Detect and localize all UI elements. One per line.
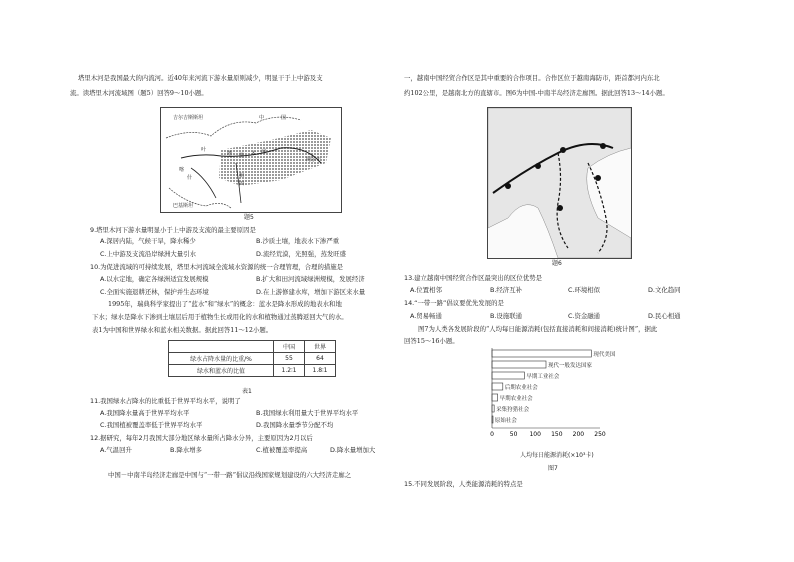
q11-option-b: B.我国绿水利用量大于世界平均水平 xyxy=(256,409,359,417)
q11-option-d: D.我国降水量季节分配不均 xyxy=(256,421,334,429)
chart-bar-label: 采集狩猎社会 xyxy=(496,407,530,413)
map6-caption: 题6 xyxy=(552,260,562,267)
q10-option-a: A.以水定地，确定各绿洲适宜发展规模 xyxy=(100,275,209,283)
q12-option-a: A.气温回升 xyxy=(100,446,132,454)
chart-bar xyxy=(492,372,524,379)
q9-option-b: B.沙质土壤，地表水下渗严重 xyxy=(256,237,340,245)
q15-stem: 15.不同发展阶段，人类能源消耗的特点是 xyxy=(404,480,523,488)
right-intro-line-2: 约102公里，是越南北方的直辖市。图6为中国-中南半岛经济走廊图。据此回答13～14小题。 xyxy=(404,89,669,97)
table-cell: 64 xyxy=(305,353,336,365)
para-line-2: 下水；绿水是降水下渗到土壤层后用于植物生长或用化的水和植物通过蒸腾返回大气的水。 xyxy=(92,313,348,321)
chart-xlabel: 人均每日能源消耗(×10³卡) xyxy=(520,452,594,459)
q10-option-b: B.扩大和田河流域绿洲规模，发展经济 xyxy=(256,275,365,283)
table-1-caption: 表1 xyxy=(242,388,252,395)
energy-consumption-chart xyxy=(480,346,640,451)
chart-bar xyxy=(492,394,498,401)
map5-label-kyrgyz: 吉尔吉斯斯坦 xyxy=(173,115,204,121)
chart-bar-label: 原始社会 xyxy=(494,418,517,424)
intro-line-1: 塔里木河是我国最大的内流河。近40年来河流下游水量原则减少，明显干于上中游及支 xyxy=(78,74,323,82)
q10-option-c: C.全面实施退耕还林，保护并生态环境 xyxy=(100,288,209,296)
china-indochina-corridor-map xyxy=(487,107,632,259)
right-para-line-2: 回答15～16小题。 xyxy=(404,337,459,345)
q12-option-d: D.降水量增加大 xyxy=(330,446,376,454)
table-cell: 1.2∶1 xyxy=(274,365,305,377)
table-header-china: 中国 xyxy=(274,341,305,353)
q14-option-b: B.设施联通 xyxy=(490,312,522,320)
map5-label-ka: 喀 xyxy=(179,167,185,173)
chart-tick-label: 100 xyxy=(529,431,541,438)
q14-option-a: A.贸易畅通 xyxy=(410,312,442,320)
chart-bar-label: 早期工业社会 xyxy=(526,374,560,380)
chart-tick-label: 50 xyxy=(509,431,518,438)
chart-bar xyxy=(492,350,591,357)
map5-label-mu: 木 xyxy=(251,151,257,157)
q10-stem: 10.为促进流域的可持续发展，塔里木河流域全流域水资源的统一合理管理，合理的措施是 xyxy=(90,263,344,271)
q9-option-d: D.流经荒漠，光照强，蒸发旺盛 xyxy=(256,250,347,258)
map5-label-hetian-1: 和 xyxy=(239,173,245,179)
q12-stem: 12.据研究，每年2月我国大部分地区绿水量所占降水分异，主要原因为2月以后 xyxy=(90,434,313,442)
q11-option-a: A.我国降水量高于世界平均水平 xyxy=(100,409,190,417)
chart-tick-label: 200 xyxy=(572,431,585,438)
q13-option-a: A.位置相邻 xyxy=(410,286,442,294)
map5-label-li: 里 xyxy=(239,153,245,159)
chart-bars xyxy=(492,350,616,424)
q9-stem: 9.塔里木河下游水量明显小于上中游及支流的最主要原因是 xyxy=(90,226,256,234)
right-para-line-1: 图7为人类各发展阶段的“人均每日能源消耗(包括直接消耗和间接消耗)统计图”，据此 xyxy=(418,325,658,333)
para-line-1: 1995年，瑞典科学家提出了“蓝水”和“绿水”的概念：蓝水是降水形成的地表水和地 xyxy=(108,300,342,308)
table-cell: 绿水和蓝水的比值 xyxy=(169,365,274,377)
right-intro-line-1: 一，越南中国经贸合作区是其中重要的合作项目。合作区位于越南海防市，距首都河内东北 xyxy=(404,74,660,82)
map5-label-he: 河 xyxy=(261,149,267,155)
table-cell: 55 xyxy=(274,353,305,365)
q9-option-a: A.深居内陆，气候干旱，降水稀少 xyxy=(100,237,196,245)
map5-label-ye: 叶 xyxy=(201,147,207,153)
q13-option-b: B.经济互补 xyxy=(490,286,522,294)
q14-stem: 14.“一带一路”倡议要优先发展的是 xyxy=(404,299,504,307)
q13-option-d: D.文化趋同 xyxy=(648,286,681,294)
corridor-map-svg xyxy=(488,108,631,258)
q11-option-c: C.我国植被覆盖率低于世界平均水平 xyxy=(100,421,203,429)
chart-bar-label: 早期农业社会 xyxy=(499,396,533,402)
map5-caption: 题5 xyxy=(244,214,254,221)
map5-label-guo: 国 xyxy=(281,115,287,121)
map5-label-pakistan: 巴基斯坦 xyxy=(173,203,194,209)
chart-bar xyxy=(492,361,546,368)
table-1 xyxy=(168,340,336,377)
table-header-row xyxy=(169,341,336,353)
map5-label-hetian-2: 田 xyxy=(239,181,245,187)
map5-label-zhong: 中 xyxy=(259,115,265,121)
chart-bar xyxy=(492,405,494,412)
q10-option-d: D.在上游修建水库，增加下游区来水量 xyxy=(256,288,366,296)
chart-bar-label: 现代一般发达国家 xyxy=(548,363,593,369)
chart-tick-label: 150 xyxy=(551,431,563,438)
q12-option-b: B.降水增多 xyxy=(170,446,202,454)
q14-option-c: C.资金融通 xyxy=(568,312,601,320)
intro-line-2: 流。读塔里木河流域图（题5）回答9～10小题。 xyxy=(70,89,208,97)
table-header-world: 世界 xyxy=(305,341,336,353)
q13-stem: 13.建立越南中国经贸合作区最突出的区位优势是 xyxy=(404,274,542,282)
para-line-3: 表1为中国和世界绿水和蓝水相关数据。据此回答11～12小题。 xyxy=(92,326,273,334)
table-cell: 1.8∶1 xyxy=(305,365,336,377)
q11-stem: 11.我国绿水占降水的比重低于世界平均水平，说明了 xyxy=(90,397,241,405)
table-header-blank xyxy=(169,341,274,353)
chart-tick-label: 0 xyxy=(490,431,494,438)
chart-bar-label: 后期农业社会 xyxy=(504,385,538,391)
bottom-line: 中国－中南半岛经济走廊是中国与“一带一路”倡议沿线国家规划建设的六大经济走廊之 xyxy=(108,471,351,479)
table-cell: 绿水占降水量的比重/% xyxy=(169,353,274,365)
tarim-river-map xyxy=(160,107,342,213)
chart-bar xyxy=(492,383,503,390)
map5-label-ta: 塔 xyxy=(227,151,233,157)
chart-tick-label: 250 xyxy=(594,431,606,438)
map5-label-shi: 什 xyxy=(187,175,193,181)
table-row xyxy=(169,365,336,377)
table-row xyxy=(169,353,336,365)
chart-caption: 图7 xyxy=(548,465,558,472)
q12-option-c: C.植被覆盖率提高 xyxy=(256,446,308,454)
q13-option-c: C.环境相似 xyxy=(568,286,601,294)
q14-option-d: D.民心相通 xyxy=(648,312,681,320)
q9-option-c: C.上中游及支流沿岸绿洲大量引水 xyxy=(100,250,196,258)
chart-bar-label: 现代美国 xyxy=(593,352,616,358)
map5-label-aergan: 阿尔干 xyxy=(306,157,322,163)
